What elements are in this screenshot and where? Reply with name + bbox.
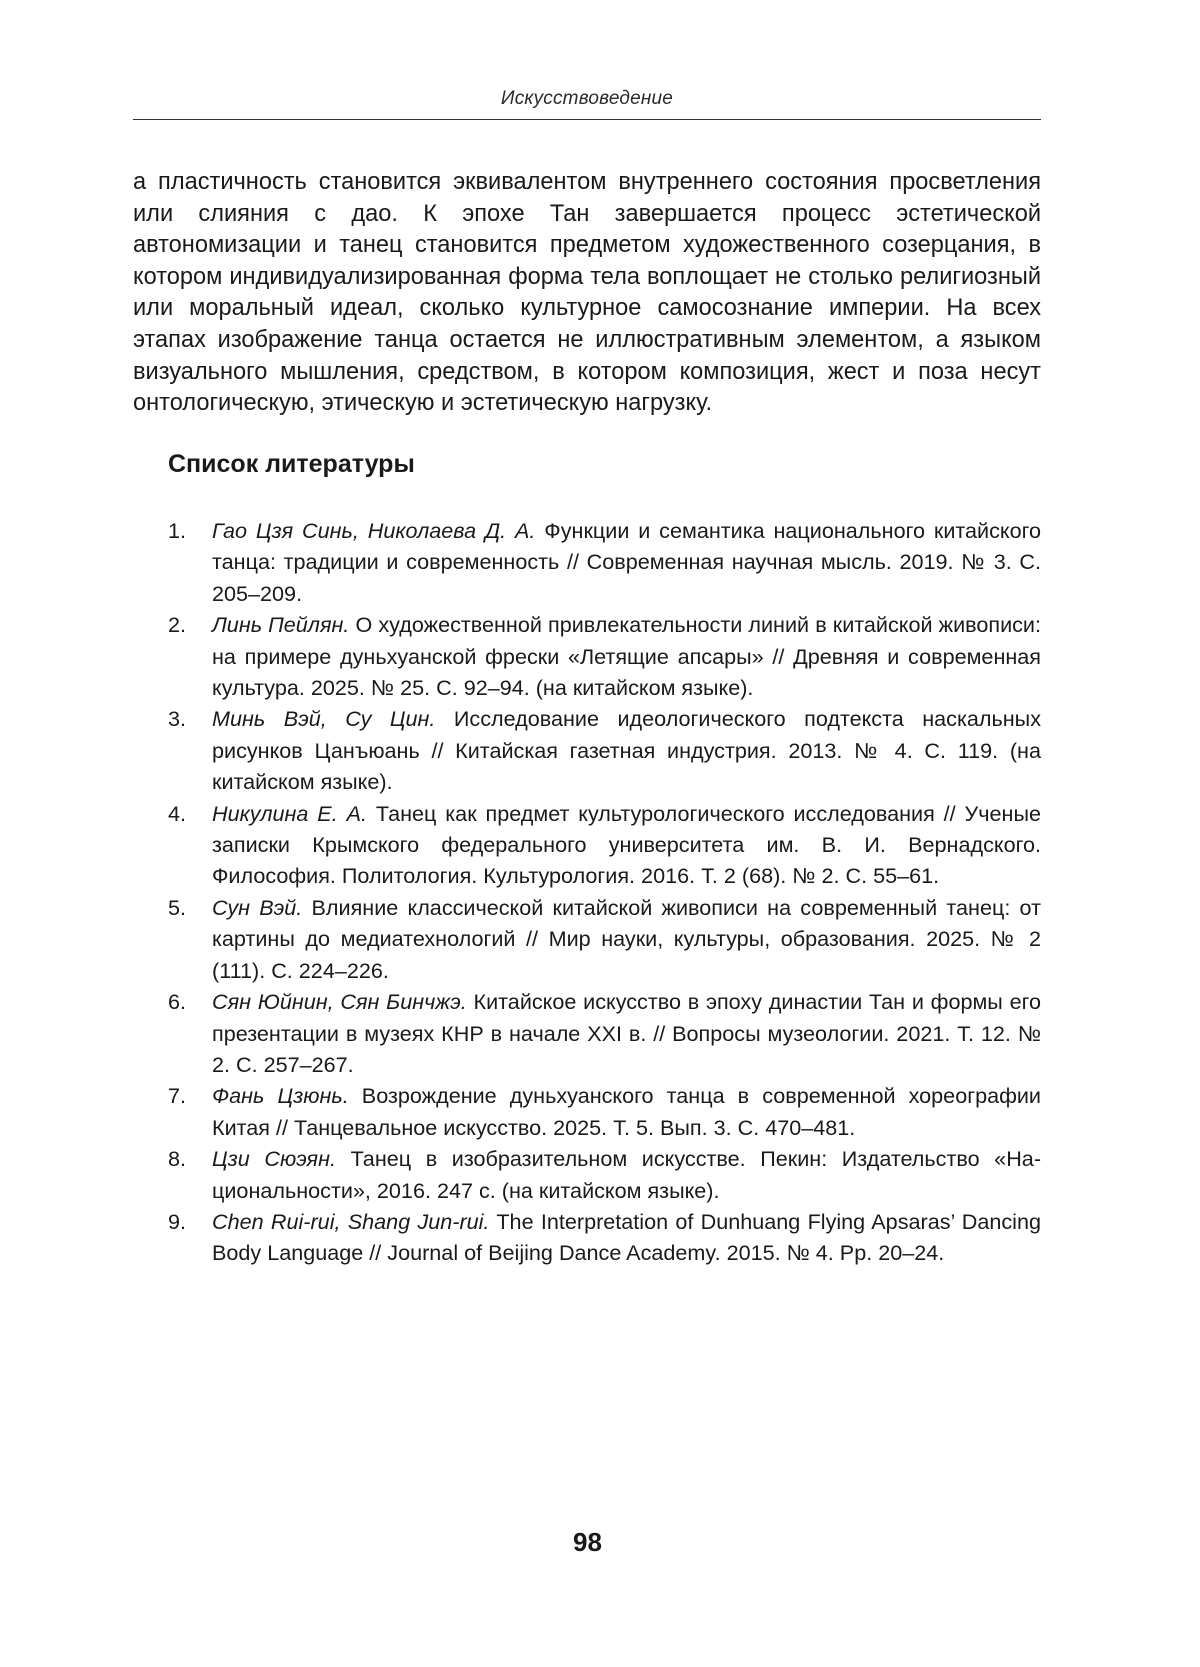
reference-item xyxy=(168,703,1041,797)
reference-authors: Сун Вэй. xyxy=(212,894,303,920)
reference-text xyxy=(212,609,1041,703)
reference-text xyxy=(212,892,1041,986)
reference-item xyxy=(168,798,1041,892)
reference-item xyxy=(168,1206,1041,1269)
references-title: Список литературы xyxy=(168,450,415,478)
reference-text xyxy=(212,515,1041,609)
reference-text xyxy=(212,986,1041,1080)
reference-body: Функции и семантика национального китайского танца: традиции и современность // Современная научная мысль. 2019. № 3. С. 205–209. xyxy=(212,518,1042,606)
reference-authors: Сян Юйнин, Сян Бинчжэ. xyxy=(212,989,467,1015)
body-text xyxy=(133,167,1041,420)
reference-body: Влияние классической китайской живописи на современный танец: от картины до медиатехнологий // Мир науки, культуры, образования. 2025. № 2 (111). С. 224–226. xyxy=(212,894,1041,983)
reference-number: 9. xyxy=(168,1208,187,1234)
reference-number: 8. xyxy=(168,1146,187,1172)
reference-item xyxy=(168,515,1041,609)
reference-body: Возрождение дуньхуанского танца в современной хореографии Китая // Танцевальное искусство. 2025. Т. 5. Вып. 3. С. 470–481. xyxy=(212,1083,1041,1140)
reference-body: Танец как предмет культурологического исследования // Ученые записки Крымского федерального университета им. В. И. Вернадского. Философия. Политология. Культурология. 2016. Т. 2 (68). № 2. С. 55–61. xyxy=(212,800,1041,889)
reference-text xyxy=(212,1206,1041,1269)
reference-number: 3. xyxy=(168,706,187,732)
reference-authors: Никулина Е. А. xyxy=(212,800,367,826)
reference-authors: Chen Rui-rui, Shang Jun-rui. xyxy=(212,1208,490,1234)
reference-number: 4. xyxy=(168,800,187,826)
reference-body: Исследование идеологического подтекста наскальных рисунков Цанъюань // Китайская газетная индустрия. 2013. № 4. С. 119. (на китайском языке). xyxy=(212,706,1041,795)
reference-text xyxy=(212,1080,1041,1143)
reference-item xyxy=(168,1143,1041,1206)
reference-body: О художественной привлекательности линий в китайской живописи: на примере дуньхуанской фрески «Летящие апсары» // Древняя и современная культура. 2025. № 25. С. 92–94. (на китайском языке). xyxy=(212,612,1041,701)
reference-text xyxy=(212,703,1041,797)
reference-number: 7. xyxy=(168,1083,187,1109)
reference-text xyxy=(212,798,1041,892)
reference-text xyxy=(212,1143,1041,1206)
reference-number: 5. xyxy=(168,894,187,920)
reference-body: Танец в изобразительном искусстве. Пекин: Издательство «Национальности», 2016. 247 с. (на китайском языке). xyxy=(212,1146,1042,1203)
reference-item xyxy=(168,986,1041,1080)
reference-authors: Минь Вэй, Су Цин. xyxy=(212,706,436,732)
reference-body: Китайское искусство в эпоху династии Тан и формы его презентации в музеях КНР в начале XXI в. // Вопросы музеологии. 2021. Т. 12. № 2. С. 257–267. xyxy=(212,989,1042,1077)
reference-number: 1. xyxy=(168,518,187,543)
running-header: Искусствоведение xyxy=(500,88,674,109)
body-paragraph: а пластичность становится эквивалентом внутреннего состояния просветления или слияния с дао. К эпохе Тан завершается процесс эстетической автономизации и танец становится предметом художественного созерцания, в котором индивидуализированная форма тела воплощает не столько религиозный или моральный идеал, сколько культурное самосознание империи. На всех этапах изображение танца остается не иллюстративным элементом, а языком визуального мышления, средством, в котором композиция, жест и поза несут онтологическую, этическую и эстетическую нагрузку. xyxy=(133,169,1041,417)
reference-authors: Гао Цзя Синь, Николаева Д. А. xyxy=(212,518,536,543)
reference-authors: Цзи Сюэян. xyxy=(212,1146,336,1172)
reference-authors: Фань Цзюнь. xyxy=(212,1083,349,1109)
reference-body: The Interpretation of Dunhuang Flying Apsaras’ Dancing Body Language // Journal of Beijing Dance Academy. 2015. № 4. Pp. 20–24. xyxy=(212,1208,1041,1266)
reference-number: 2. xyxy=(168,612,187,638)
reference-authors: Линь Пейлян. xyxy=(212,612,350,638)
page-number: 98 xyxy=(573,1527,602,1557)
reference-number: 6. xyxy=(168,989,187,1015)
reference-item xyxy=(168,892,1041,986)
header-rule xyxy=(133,119,1041,120)
reference-item xyxy=(168,609,1041,703)
reference-list xyxy=(168,515,1041,1269)
reference-item xyxy=(168,1080,1041,1143)
